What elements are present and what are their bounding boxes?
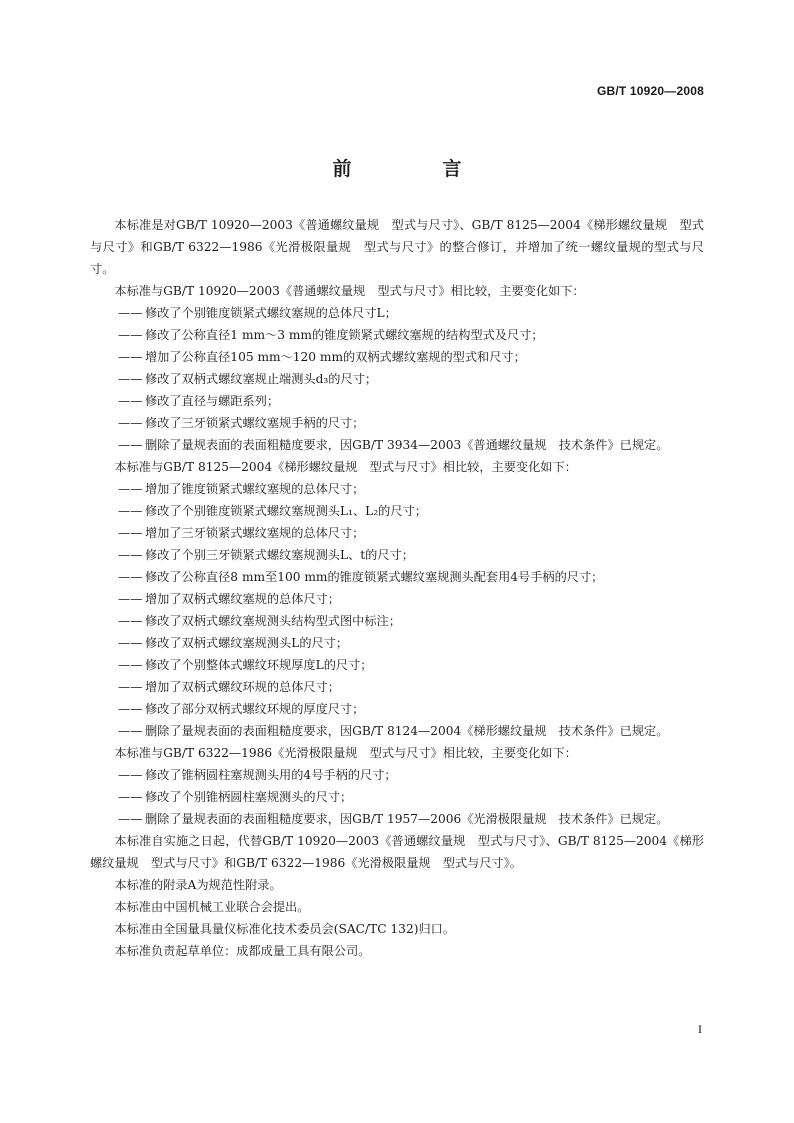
change-list-item xyxy=(90,698,704,720)
list-item-text: 删除了量规表面的表面粗糙度要求，因GB/T 3934—2003《普通螺纹量规 技术条件》已规定。 xyxy=(145,438,669,452)
list-item-text: 修改了个别整体式螺纹环规厚度L的尺寸； xyxy=(145,658,373,672)
change-list-item xyxy=(90,588,704,610)
paragraph: 本标准是对GB/T 10920—2003《普通螺纹量规 型式与尺寸》、GB/T 8125—2004《梯形螺纹量规 型式与尺寸》和GB/T 6322—1986《光滑极限量规 型式与尺寸》的整合修订，并增加了统一螺纹量规的型式与尺寸。 xyxy=(90,218,704,276)
change-list-item xyxy=(90,412,704,434)
change-list-item xyxy=(90,676,704,698)
list-item-text: 修改了公称直径8 mm至100 mm的锥度锁紧式螺纹塞规测头配套用4号手柄的尺寸； xyxy=(145,570,604,584)
change-list-item xyxy=(90,808,704,830)
change-list-item xyxy=(90,478,704,500)
list-item-text: 增加了公称直径105 mm～120 mm的双柄式螺纹塞规的型式和尺寸； xyxy=(145,350,526,364)
list-dash: —— xyxy=(118,416,143,430)
list-dash: —— xyxy=(118,350,143,364)
list-item-text: 增加了三牙锁紧式螺纹塞规的总体尺寸； xyxy=(145,526,365,540)
paragraph: 本标准的附录A为规范性附录。 xyxy=(114,878,282,892)
paragraph: 本标准与GB/T 6322—1986《光滑极限量规 型式与尺寸》相比较，主要变化如下： xyxy=(114,746,577,760)
list-dash: —— xyxy=(118,438,143,452)
foreword-body xyxy=(90,214,704,962)
list-dash: —— xyxy=(118,372,143,386)
change-list-item xyxy=(90,390,704,412)
standard-code: GB/T 10920—2008 xyxy=(596,84,704,98)
list-dash: —— xyxy=(118,812,143,826)
list-item-text: 修改了部分双柄式螺纹环规的厚度尺寸； xyxy=(145,702,365,716)
list-item-text: 修改了个别锥度锁紧式螺纹塞规测头L₁、L₂的尺寸； xyxy=(145,504,427,518)
list-dash: —— xyxy=(118,680,143,694)
list-item-text: 删除了量规表面的表面粗糙度要求，因GB/T 8124—2004《梯形螺纹量规 技术条件》已规定。 xyxy=(145,724,669,738)
change-list-item xyxy=(90,786,704,808)
list-item-text: 修改了个别锥柄圆柱塞规测头的尺寸； xyxy=(145,790,353,804)
list-dash: —— xyxy=(118,636,143,650)
list-item-text: 修改了个别锥度锁紧式螺纹塞规的总体尺寸L； xyxy=(145,306,397,320)
paragraph: 本标准负责起草单位：成都成量工具有限公司。 xyxy=(114,944,371,958)
list-dash: —— xyxy=(118,526,143,540)
change-list-item xyxy=(90,368,704,390)
list-dash: —— xyxy=(118,306,143,320)
change-list-item xyxy=(90,764,704,786)
list-dash: —— xyxy=(118,504,143,518)
list-dash: —— xyxy=(118,724,143,738)
list-item-text: 修改了直径与螺距系列； xyxy=(145,394,280,408)
list-dash: —— xyxy=(118,548,143,562)
list-dash: —— xyxy=(118,614,143,628)
list-dash: —— xyxy=(118,592,143,606)
list-item-text: 修改了锥柄圆柱塞规测头用的4号手柄的尺寸； xyxy=(145,768,397,782)
list-item-text: 增加了双柄式螺纹塞规的总体尺寸； xyxy=(145,592,340,606)
page-title: 前 言 xyxy=(332,158,498,180)
list-item-text: 修改了双柄式螺纹塞规测头结构型式图中标注； xyxy=(145,614,401,628)
list-item-text: 删除了量规表面的表面粗糙度要求，因GB/T 1957—2006《光滑极限量规 技术条件》已规定。 xyxy=(145,812,669,826)
change-list-item xyxy=(90,324,704,346)
change-list-item xyxy=(90,522,704,544)
list-dash: —— xyxy=(118,482,143,496)
paragraph: 本标准与GB/T 10920—2003《普通螺纹量规 型式与尺寸》相比较，主要变化如下： xyxy=(114,284,585,298)
list-item-text: 增加了双柄式螺纹环规的总体尺寸； xyxy=(145,680,340,694)
change-list-item xyxy=(90,500,704,522)
change-list-item xyxy=(90,302,704,324)
change-list-item xyxy=(90,434,704,456)
change-list-item xyxy=(90,346,704,368)
list-item-text: 修改了个别三牙锁紧式螺纹塞规测头L、t的尺寸； xyxy=(145,548,414,562)
list-item-text: 修改了公称直径1 mm～3 mm的锥度锁紧式螺纹塞规的结构型式及尺寸； xyxy=(145,328,544,342)
page-number: I xyxy=(698,1022,702,1036)
change-list-item xyxy=(90,720,704,742)
change-list-item xyxy=(90,654,704,676)
list-dash: —— xyxy=(118,328,143,342)
paragraph: 本标准自实施之日起，代替GB/T 10920—2003《普通螺纹量规 型式与尺寸》、GB/T 8125—2004《梯形螺纹量规 型式与尺寸》和GB/T 6322—1986《光滑极限量规 型式与尺寸》。 xyxy=(90,834,704,870)
paragraph: 本标准由全国量具量仪标准化技术委员会(SAC/TC 132)归口。 xyxy=(114,922,456,936)
list-dash: —— xyxy=(118,702,143,716)
list-dash: —— xyxy=(118,768,143,782)
list-item-text: 修改了双柄式螺纹塞规止端测头d₃的尺寸； xyxy=(145,372,378,386)
list-dash: —— xyxy=(118,394,143,408)
change-list-item xyxy=(90,566,704,588)
list-item-text: 增加了锥度锁紧式螺纹塞规的总体尺寸； xyxy=(145,482,365,496)
paragraph: 本标准由中国机械工业联合会提出。 xyxy=(114,900,310,914)
change-list-item xyxy=(90,610,704,632)
list-dash: —— xyxy=(118,790,143,804)
list-dash: —— xyxy=(118,570,143,584)
paragraph: 本标准与GB/T 8125—2004《梯形螺纹量规 型式与尺寸》相比较，主要变化如下： xyxy=(114,460,577,474)
list-item-text: 修改了三牙锁紧式螺纹塞规手柄的尺寸； xyxy=(145,416,365,430)
list-dash: —— xyxy=(118,658,143,672)
change-list-item xyxy=(90,632,704,654)
change-list-item xyxy=(90,544,704,566)
list-item-text: 修改了双柄式螺纹塞规测头L的尺寸； xyxy=(145,636,349,650)
